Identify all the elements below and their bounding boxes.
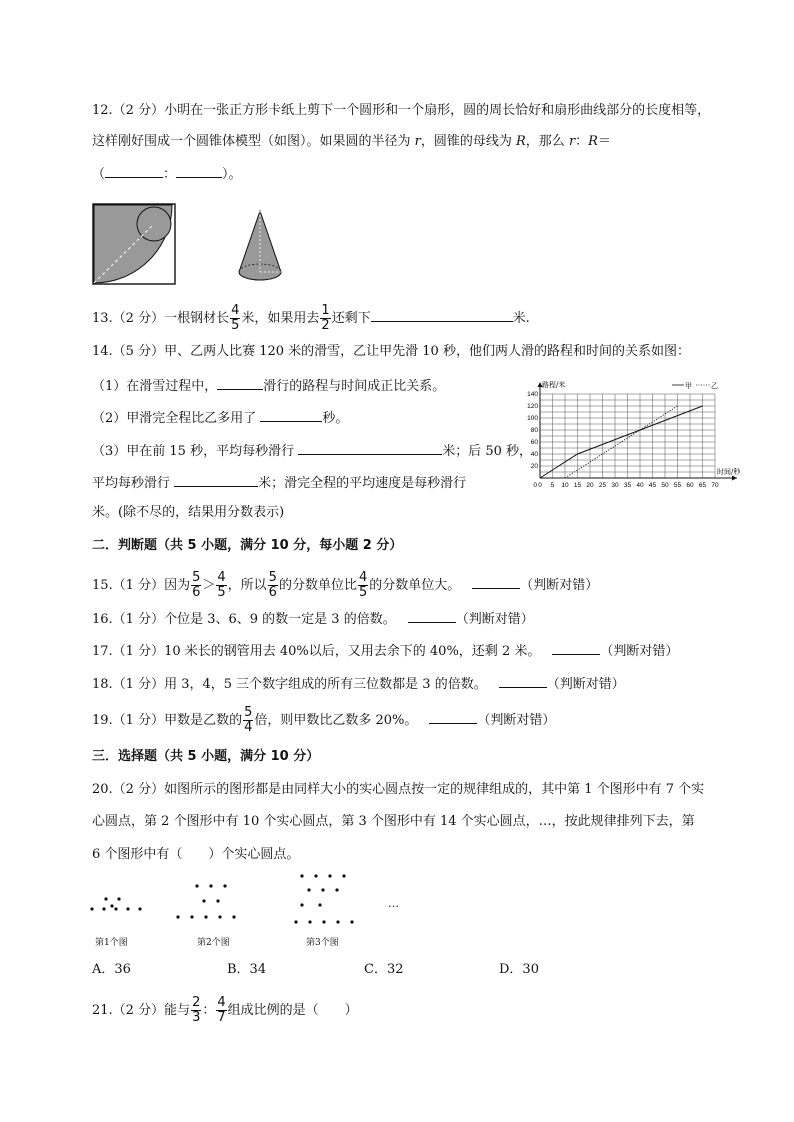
- x-tick-label: 50: [661, 482, 669, 489]
- x-tick-label: 65: [698, 482, 707, 489]
- fraction: [191, 996, 201, 1025]
- numerator: 4: [231, 303, 240, 318]
- q14-text: 秒。: [322, 411, 349, 426]
- greater-than: ＞: [202, 578, 216, 593]
- var-r: r: [414, 134, 421, 149]
- origin-label: 0: [533, 482, 537, 489]
- denominator: 3: [192, 1010, 201, 1025]
- q14-part5: 米。(除不尽的，结果用分数表示): [92, 505, 285, 520]
- fraction: [191, 571, 201, 600]
- denominator: 5: [217, 585, 226, 600]
- fraction: [230, 304, 240, 333]
- x-tick-label: 15: [573, 482, 582, 489]
- q14-text: 平均每秒滑行: [92, 476, 175, 491]
- q13-mid: 米，如果用去: [241, 311, 320, 326]
- y-tick-label: 20: [530, 463, 538, 471]
- q14-part2: [92, 407, 348, 429]
- x-tick-label: 20: [586, 482, 594, 489]
- x-tick-label: 30: [611, 482, 619, 489]
- q19-suffix: 倍，则甲数比乙数多 20%。: [254, 713, 418, 728]
- q12-text: 这样刚好围成一个圆锥体模型（如图）。如果圆的半径为: [92, 134, 415, 149]
- fraction: [358, 571, 368, 600]
- q18-text: 18.（1 分）用 3，4，5 三个数字组成的所有三位数都是 3 的倍数。: [92, 677, 487, 692]
- q12-line3: [92, 163, 242, 185]
- denominator: 6: [268, 585, 277, 600]
- q21-suffix: 组成比例的是（ ）: [227, 1003, 358, 1018]
- figure-caption-1: 第1个图: [95, 938, 128, 948]
- colon: ：: [163, 167, 177, 182]
- q15-suffix: 的分数单位大。: [369, 578, 461, 593]
- distance-time-chart: [522, 378, 744, 492]
- x-tick-label: 70: [711, 482, 719, 489]
- judge-label: （判断对错）: [477, 713, 556, 728]
- square-sector-figure: [92, 203, 178, 285]
- option-c[interactable]: C．32: [364, 962, 404, 977]
- fraction: [243, 706, 253, 735]
- numerator: 2: [192, 995, 201, 1010]
- q19-prefix: 19.（1 分）甲数是乙数的: [92, 713, 243, 728]
- judge-label: （判断对错）: [546, 677, 625, 692]
- option-d[interactable]: D．30: [499, 962, 539, 977]
- chart-grid: [540, 394, 715, 478]
- answer-blank[interactable]: [408, 608, 456, 623]
- figure-caption-2: 第2个图: [197, 938, 230, 948]
- section-3-title: 三．选择题（共 5 小题，满分 10 分）: [92, 749, 320, 764]
- q20-line3: 6 个图形中有（ ）个实心圆点。: [92, 847, 300, 862]
- x-tick-label: 5: [550, 482, 555, 489]
- answer-blank[interactable]: [176, 163, 222, 178]
- answer-blank[interactable]: [105, 163, 163, 178]
- option-a[interactable]: A．36: [92, 962, 131, 977]
- q12-text: ，圆锥的母线为: [420, 134, 516, 149]
- ratio-r: r: [568, 134, 576, 149]
- ratio-R: R: [588, 134, 598, 149]
- q16-text: 16.（1 分）个位是 3、6、9 的数一定是 3 的倍数。: [92, 612, 396, 627]
- answer-blank[interactable]: [298, 440, 442, 455]
- q15: [92, 571, 598, 600]
- fraction: [320, 304, 330, 333]
- ellipsis: …: [388, 897, 399, 910]
- q16: [92, 608, 534, 630]
- y-tick-label: 100: [527, 415, 538, 423]
- var-R: R: [516, 134, 526, 149]
- numerator: 5: [192, 570, 201, 585]
- answer-blank[interactable]: [371, 307, 513, 322]
- answer-blank[interactable]: [217, 375, 263, 390]
- q12-line1: 12.（2 分）小明在一张正方形卡纸上剪下一个圆形和一个扇形，圆的周长恰好和扇形曲线部分的长度相等，: [92, 103, 711, 118]
- fraction: [216, 996, 226, 1025]
- q12-text: ，那么: [525, 134, 569, 149]
- dot-pattern-3: [294, 874, 353, 923]
- q14-text: 米；后 50 秒，: [442, 444, 533, 459]
- ratio-colon: ：: [575, 134, 589, 149]
- answer-blank[interactable]: [174, 472, 258, 487]
- answer-blank[interactable]: [260, 407, 322, 422]
- dot-pattern-2: [176, 884, 235, 918]
- q12-line2: [92, 132, 611, 152]
- y-tick-label: 140: [527, 391, 538, 399]
- denominator: 6: [192, 585, 201, 600]
- x-tick-label: 10: [561, 482, 569, 489]
- dot-patterns: [86, 868, 386, 928]
- x-tick-label: 40: [636, 482, 644, 489]
- figure-caption-3: 第3个图: [306, 938, 339, 948]
- judge-label: （判断对错）: [600, 644, 679, 659]
- q17: [92, 640, 678, 662]
- q14-text: （2）甲滑完全程比乙多用了: [92, 411, 261, 426]
- denominator: 5: [358, 585, 368, 600]
- x-tick-label: 55: [673, 482, 682, 489]
- answer-blank[interactable]: [499, 673, 547, 688]
- q20-line1: 20.（2 分）如图所示的图形都是由同样大小的实心圆点按一定的规律组成的，其中第 1 个图形中有 7 个实: [92, 782, 705, 797]
- chart-labels: [527, 380, 741, 489]
- y-tick-label: 120: [527, 403, 538, 411]
- numerator: 1: [321, 303, 330, 318]
- section-2-title: 二．判断题（共 5 小题，满分 10 分，每小题 2 分）: [92, 538, 403, 553]
- ratio-colon: ：: [202, 1003, 216, 1018]
- y-axis-title: 路程/米: [542, 381, 566, 389]
- answer-blank[interactable]: [552, 640, 600, 655]
- denominator: 4: [244, 720, 253, 735]
- q13-prefix: 13.（2 分）一根钢材长: [92, 311, 230, 326]
- cone-figure: [235, 208, 285, 286]
- q14-part1: [92, 375, 445, 397]
- x-tick-label: 35: [623, 482, 632, 489]
- numerator: 5: [244, 705, 253, 720]
- q15-prefix: 15.（1 分）因为: [92, 578, 191, 593]
- dot-pattern-1: [90, 897, 141, 910]
- option-b[interactable]: B．34: [227, 962, 267, 977]
- numerator: 5: [268, 570, 277, 585]
- q14-text: 米；滑完全程的平均速度是每秒滑行: [258, 476, 467, 491]
- x-axis-title: 时间/秒: [717, 468, 741, 476]
- legend-label-yi: 乙: [711, 382, 718, 390]
- q17-text: 17.（1 分）10 米长的钢管用去 40%以后，又用去余下的 40%，还剩 2 米。: [92, 644, 541, 659]
- answer-blank[interactable]: [429, 709, 477, 724]
- y-tick-label: 40: [530, 451, 538, 459]
- q21: [92, 996, 358, 1025]
- q14-text: （3）甲在前 15 秒，平均每秒滑行: [92, 444, 299, 459]
- judge-label: （判断对错）: [520, 578, 599, 593]
- q14-intro: 14.（5 分）甲、乙两人比赛 120 米的滑雪，乙让甲先滑 10 秒，他们两人滑的路程和时间的关系如图：: [92, 344, 690, 359]
- q21-prefix: 21.（2 分）能与: [92, 1003, 191, 1018]
- q14-part3: [92, 440, 532, 462]
- q13: [92, 304, 530, 333]
- fraction: [216, 571, 226, 600]
- judge-label: （判断对错）: [455, 612, 534, 627]
- numerator: 4: [217, 570, 226, 585]
- denominator: 2: [321, 318, 330, 333]
- ratio-eq: ＝: [597, 134, 611, 149]
- q19: [92, 706, 555, 735]
- answer-blank[interactable]: [472, 574, 520, 589]
- fraction: [268, 571, 278, 600]
- q15-mid: ，所以: [227, 578, 267, 593]
- x-tick-label: 60: [686, 482, 694, 489]
- x-tick-label: 0: [538, 482, 542, 489]
- q14-text: 滑行的路程与时间成正比关系。: [263, 379, 446, 394]
- x-tick-label: 45: [648, 482, 657, 489]
- numerator: 4: [358, 570, 368, 585]
- denominator: 5: [231, 318, 240, 333]
- y-tick-label: 80: [530, 427, 538, 435]
- q14-text: （1）在滑雪过程中，: [92, 379, 218, 394]
- y-tick-label: 60: [530, 439, 538, 447]
- numerator: 4: [217, 995, 226, 1010]
- q14-part4: [92, 472, 466, 494]
- x-axis-arrow: [732, 476, 737, 481]
- q18: [92, 673, 625, 695]
- paren-open: （: [92, 167, 106, 182]
- q20-line2: 心圆点，第 2 个图形中有 10 个实心圆点，第 3 个图形中有 14 个实心圆点，…，按此规律排列下去，第: [92, 814, 695, 829]
- q15-mid2: 的分数单位比: [278, 578, 357, 593]
- legend-label-jia: 甲: [685, 382, 692, 390]
- denominator: 7: [217, 1010, 226, 1025]
- q13-mid2: 还剩下: [331, 311, 371, 326]
- paren-close: ）。: [222, 167, 242, 182]
- q13-suffix: 米.: [512, 311, 530, 326]
- x-tick-label: 25: [598, 482, 607, 489]
